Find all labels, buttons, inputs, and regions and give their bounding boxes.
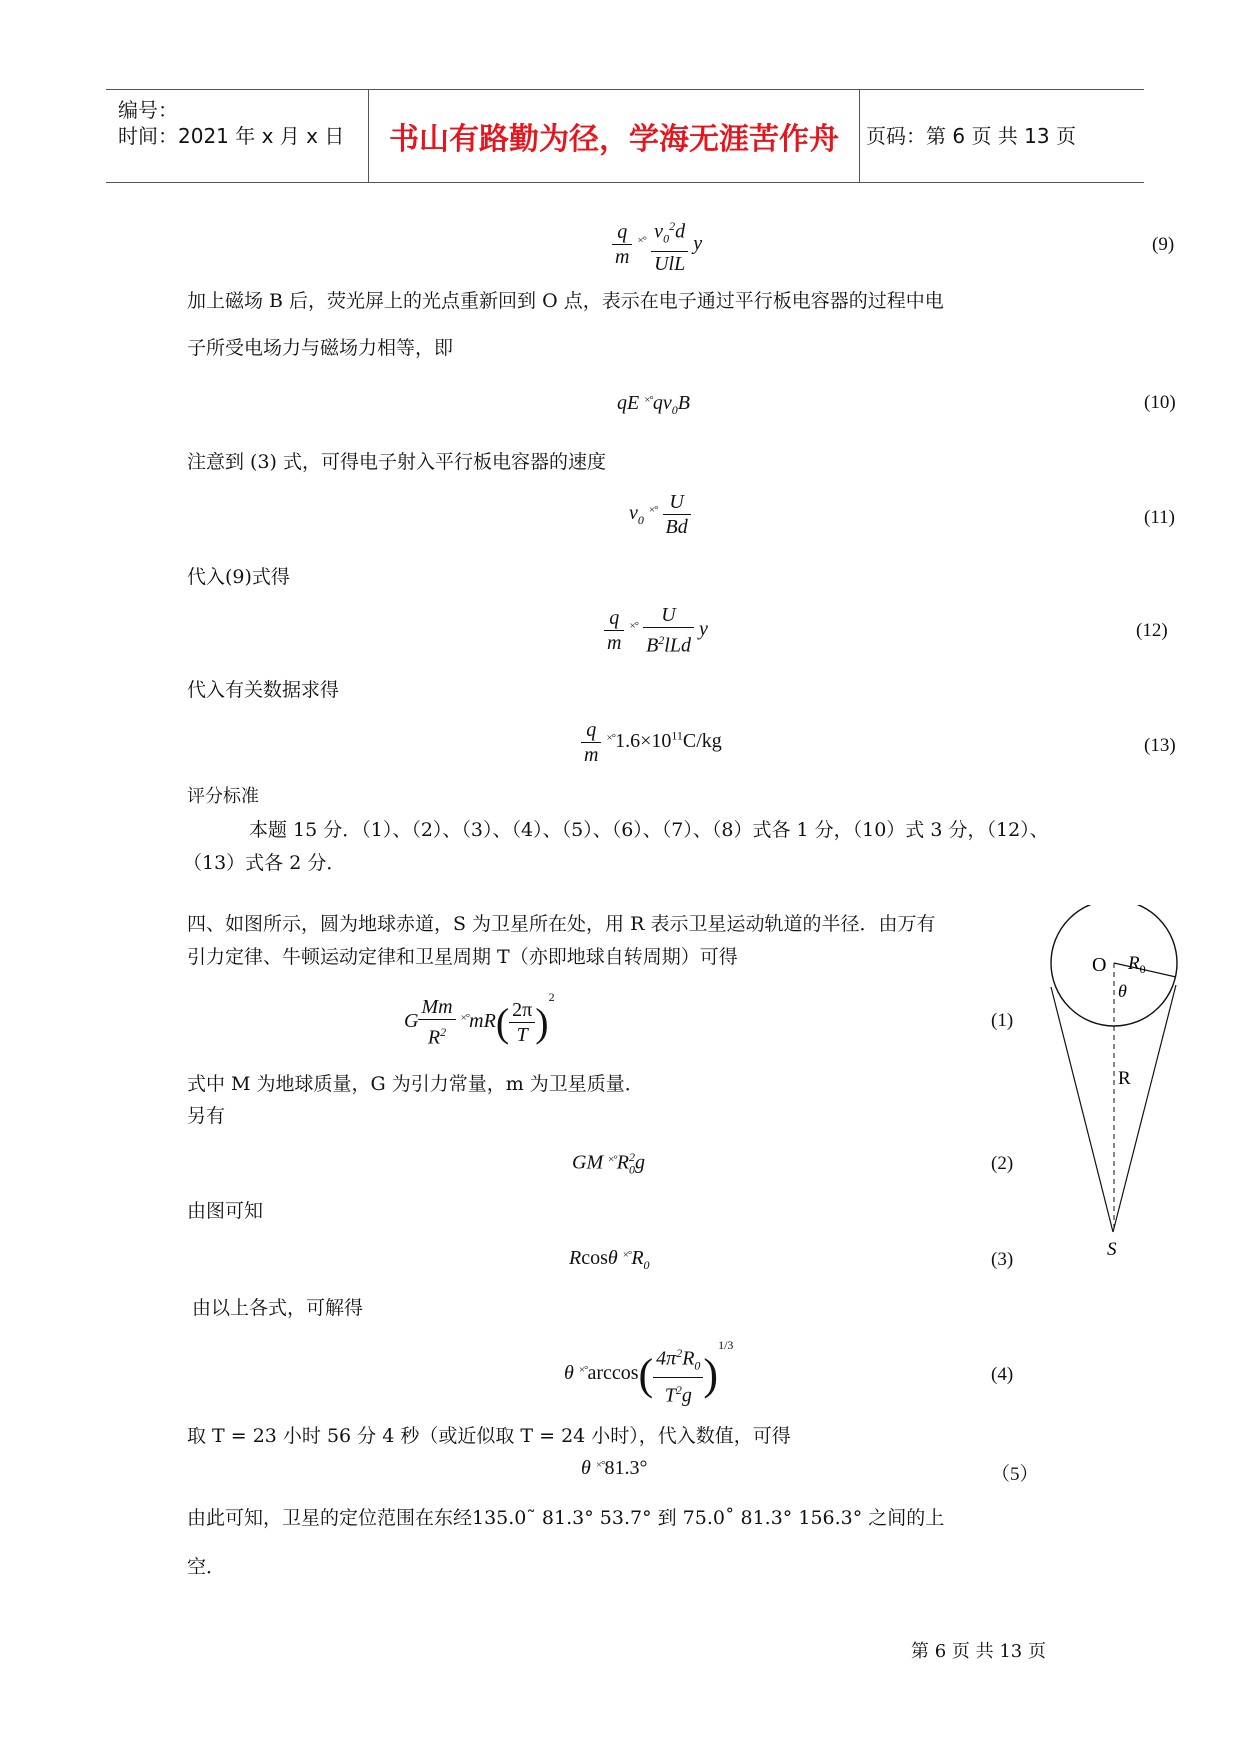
number-label: 编号： [118,98,178,122]
grading-title: 评分标准 [187,786,259,807]
equation-number: (4) [991,1364,1014,1385]
paragraph: 式中 M 为地球质量，G 为引力常量，m 为卫星质量． [187,1073,644,1095]
header-divider [859,90,860,182]
equation-9: $\frac{q}{m}$ ×° $\frac{v_0^2d}{\text{UlL}}$ y [612,214,702,276]
label-O: O [1092,954,1107,976]
equation-11: $v_0$ ×° $\frac{U}{Bd}$ [629,490,691,539]
equation-p4-5: θ ×°81.3° [581,1457,648,1479]
paragraph: 取 T = 23 小时 56 分 4 秒（或近似取 T = 24 小时），代入数值，可得 [187,1425,791,1447]
paragraph: 空． [187,1556,226,1578]
equation-12: $\frac{q}{m}$ ×° $\frac{U}{B^2lLd}$ y [604,603,708,658]
eq13-exponent: 11 [671,728,683,743]
label-S: S [1107,1239,1117,1260]
equation-number: (1) [991,1010,1014,1031]
equation-number: (11) [1144,507,1175,528]
paragraph: 由以上各式，可解得 [192,1297,364,1319]
equation-p4-3: Rcosθ $^{\times^\circ}R_0$ [569,1247,650,1272]
grading-text: （13）式各 2 分． [183,852,346,874]
paragraph: 注意到 (3) 式，可得电子射入平行板电容器的速度 [187,451,606,473]
label-theta: θ [1118,981,1127,1001]
label-R0-main: R [1128,953,1140,974]
paragraph: 四、如图所示，圆为地球赤道，S 为卫星所在处，用 R 表示卫星运动轨道的半径．由万有 [187,913,936,935]
equation-number: （5） [991,1464,1039,1485]
equation-p4-4: θ ×°arccos( $\frac{4\pi^2R_0}{T^2g}$ )$^{1/3}$ [564,1338,734,1408]
equation-number: (3) [991,1249,1014,1270]
equation-number: (2) [991,1153,1014,1174]
page-footer: 第 6 页 共 13 页 [911,1641,1046,1662]
equation-p4-1: G $\frac{Mm}{R^2}$ ×°mR( $\frac{2\pi}{T}$ )$^2$ [404,990,555,1049]
satellite-diagram [1040,905,1190,1265]
tangent-line-left [1051,987,1113,1232]
paragraph: 由此可知，卫星的定位范围在东经135.0˜ 81.3° 53.7° 到 75.0˚ 81.3° 156.3° 之间的上 [187,1507,945,1529]
equation-10: qE $^{\times^\circ}qv_0B$ [617,392,690,417]
eq13-value: 1.6×10 [615,730,672,753]
equation-p4-2: GM $^{\times^\circ}R_0^2g$ [572,1150,645,1177]
paragraph: 由图可知 [187,1200,264,1222]
eq13-unit: C/kg [682,730,722,753]
equation-number: (12) [1136,620,1168,641]
paragraph: 子所受电场力与磁场力相等，即 [187,337,454,359]
equation-number: (13) [1144,735,1176,756]
paragraph: 引力定律、牛顿运动定律和卫星周期 T（亦即地球自转周期）可得 [187,946,738,968]
paragraph: 代入有关数据求得 [187,679,340,701]
label-R0 [1127,953,1146,976]
equation-number: (10) [1144,392,1176,413]
label-R: R [1118,1068,1131,1089]
equation-number: (9) [1152,234,1175,255]
eq5-value: 81.3° [604,1457,648,1479]
label-R0-sub: 0 [1139,962,1146,976]
grading-text: 本题 15 分．（1）、（2）、（3）、（4）、（5）、（6）、（7）、（8）式各 1 分，（10）式 3 分，（12）、 [249,819,1049,841]
equation-13: $\frac{q}{m}$ $^{\times^\circ}1.6\times 10^{11}C/kg$ [581,718,722,767]
paragraph: 加上磁场 B 后，荧光屏上的光点重新回到 O 点，表示在电子通过平行板电容器的过程中电 [187,290,944,312]
header-meta [106,90,368,182]
paragraph: 另有 [187,1105,226,1127]
header-page-label: 页码：第 6 页 共 13 页 [866,124,1076,148]
header-motto: 书山有路勤为径，学海无涯苦作舟 [389,122,839,157]
page-header [106,89,1144,183]
tangent-line-right [1113,985,1176,1232]
paragraph: 代入(9)式得 [187,566,290,588]
time-label: 时间：2021 年 x 月 x 日 [118,124,345,148]
